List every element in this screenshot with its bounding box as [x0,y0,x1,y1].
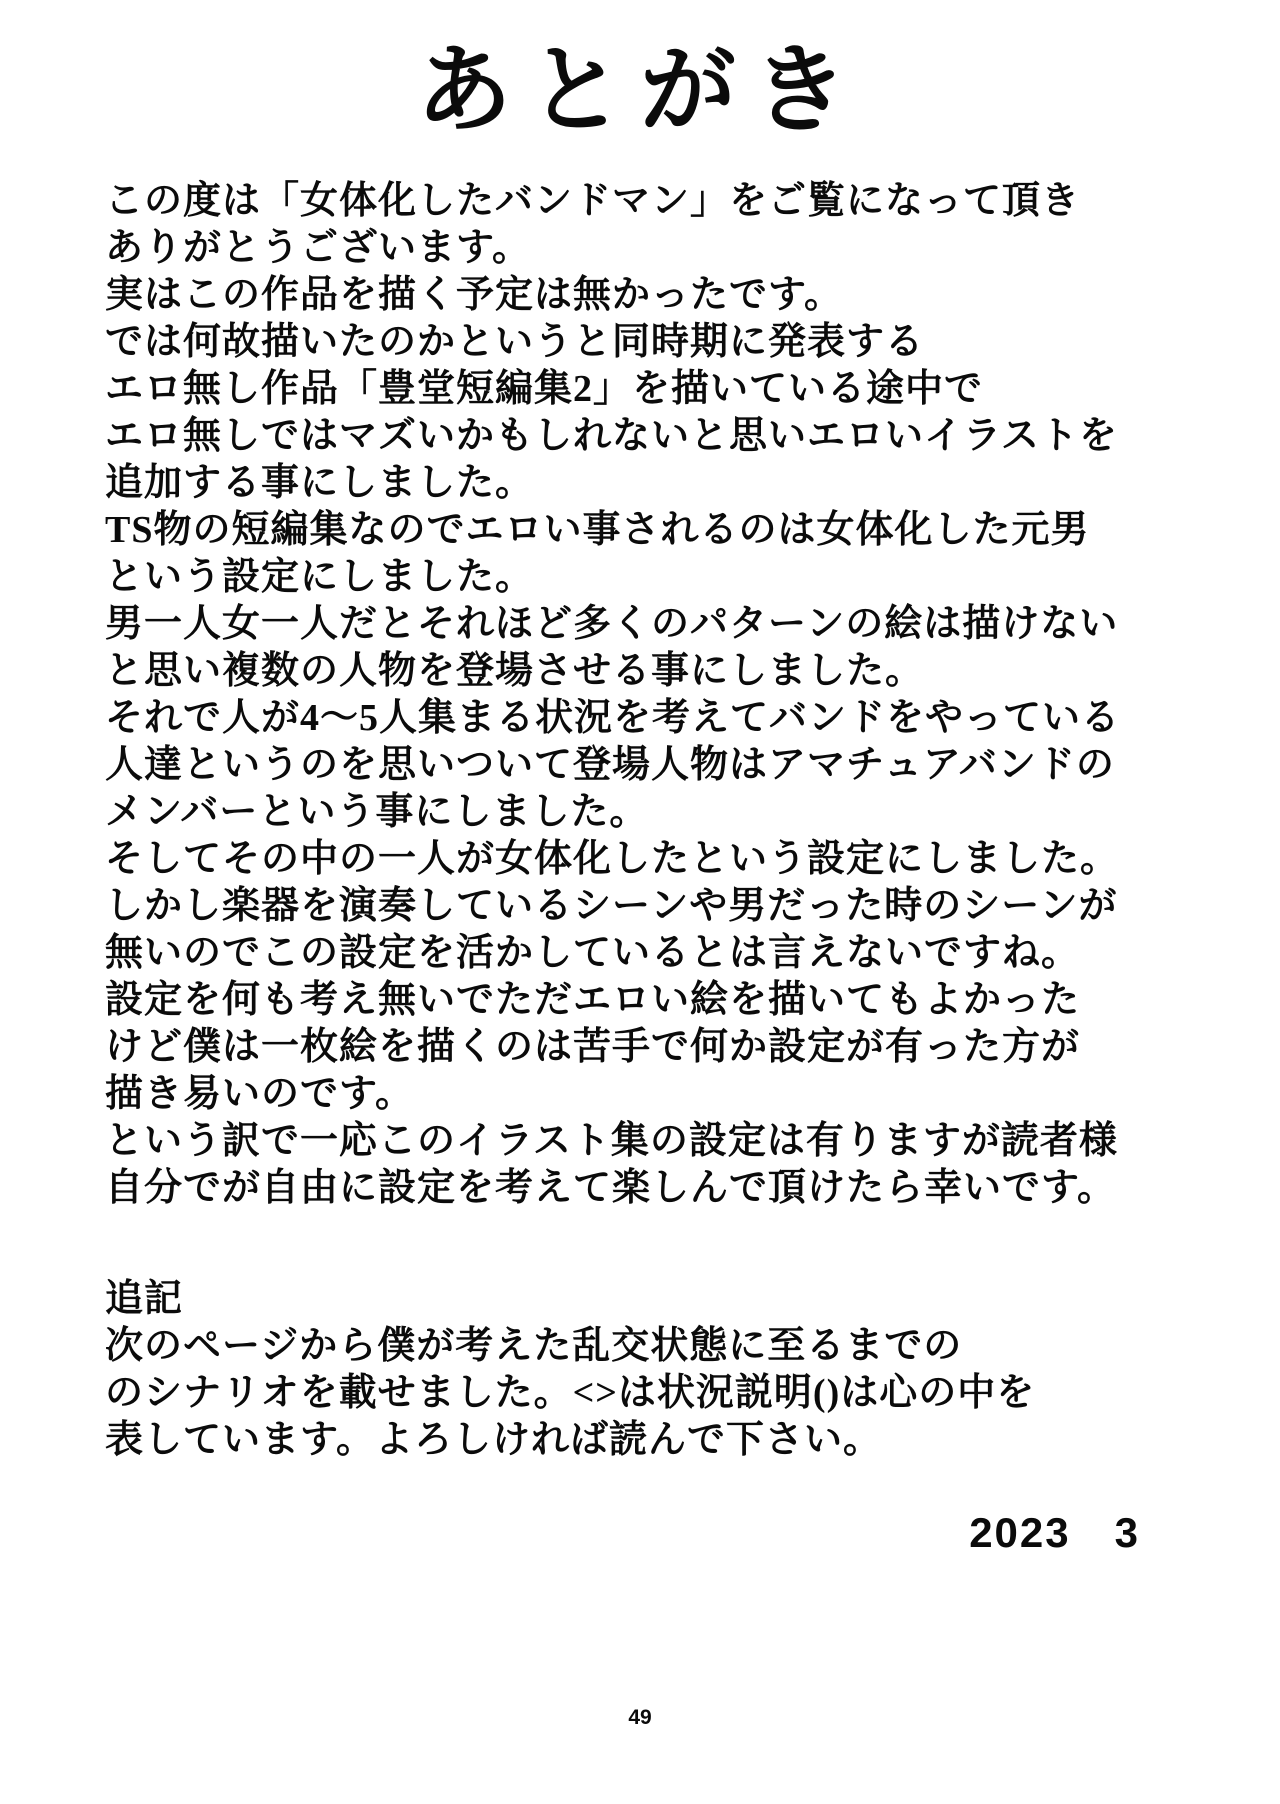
body-text-line: エロ無しではマズいかもしれないと思いエロいイラストを [105,415,1118,457]
body-text-line: 描き易いのです。 [105,1073,414,1115]
body-text-line: と思い複数の人物を登場させる事にしました。 [105,650,925,692]
body-text-line: 追加する事にしました。 [105,462,535,504]
postscript-text-line: 追記 [105,1278,184,1320]
body-text-line: しかし楽器を演奏しているシーンや男だった時のシーンが [105,885,1118,927]
afterword-body [105,178,1230,1212]
body-text-line: TS物の短編集なのでエロい事されるのは女体化した元男 [105,509,1090,551]
page-number: 49 [628,1706,652,1729]
body-text-line: それで人が4〜5人集まる状況を考えてバンドをやっている [105,697,1121,739]
body-text-line: 人達というのを思いついて登場人物はアマチュアバンドの [105,744,1115,786]
body-text-line: 自分でが自由に設定を考えて楽しんで頂けたら幸いです。 [105,1167,1116,1209]
postscript-text-line: 次のページから僕が考えた乱交状態に至るまでの [105,1325,963,1367]
body-text-line: 無いのでこの設定を活かしているとは言えないですね。 [105,932,1081,974]
body-text-line: 男一人女一人だとそれほど多くのパターンの絵は描けない [105,603,1119,645]
body-text-line: そしてその中の一人が女体化したという設定にしました。 [105,838,1120,880]
page-title: あとがき [416,37,864,144]
body-text-line: けど僕は一枚絵を描くのは苦手で何か設定が有った方が [105,1026,1081,1068]
body-text-line: メンバーという事にしました。 [105,791,649,833]
body-text-line: 設定を何も考え無いでただエロい絵を描いてもよかった [105,979,1081,1021]
postscript-text-line: のシナリオを載せました。<>は状況説明()は心の中を [105,1372,1036,1414]
body-text-line: ありがとうございます。 [105,227,531,269]
body-text-line: という設定にしました。 [105,556,535,598]
body-text-line: この度は「女体化したバンドマン」をご覧になって頂き [105,180,1081,222]
body-text-line: という訳で一応このイラスト集の設定は有りますが読者様 [105,1120,1118,1162]
date-text: 2023 3 [969,1509,1140,1556]
body-text-line: 実はこの作品を描く予定は無かったです。 [105,274,843,316]
body-text-line: エロ無し作品「豊堂短編集2」を描いている途中で [105,368,984,410]
postscript-body [105,1276,1230,1464]
body-text-line: では何故描いたのかというと同時期に発表する [105,321,925,363]
postscript-text-line: 表しています。よろしければ読んで下さい。 [105,1419,882,1461]
